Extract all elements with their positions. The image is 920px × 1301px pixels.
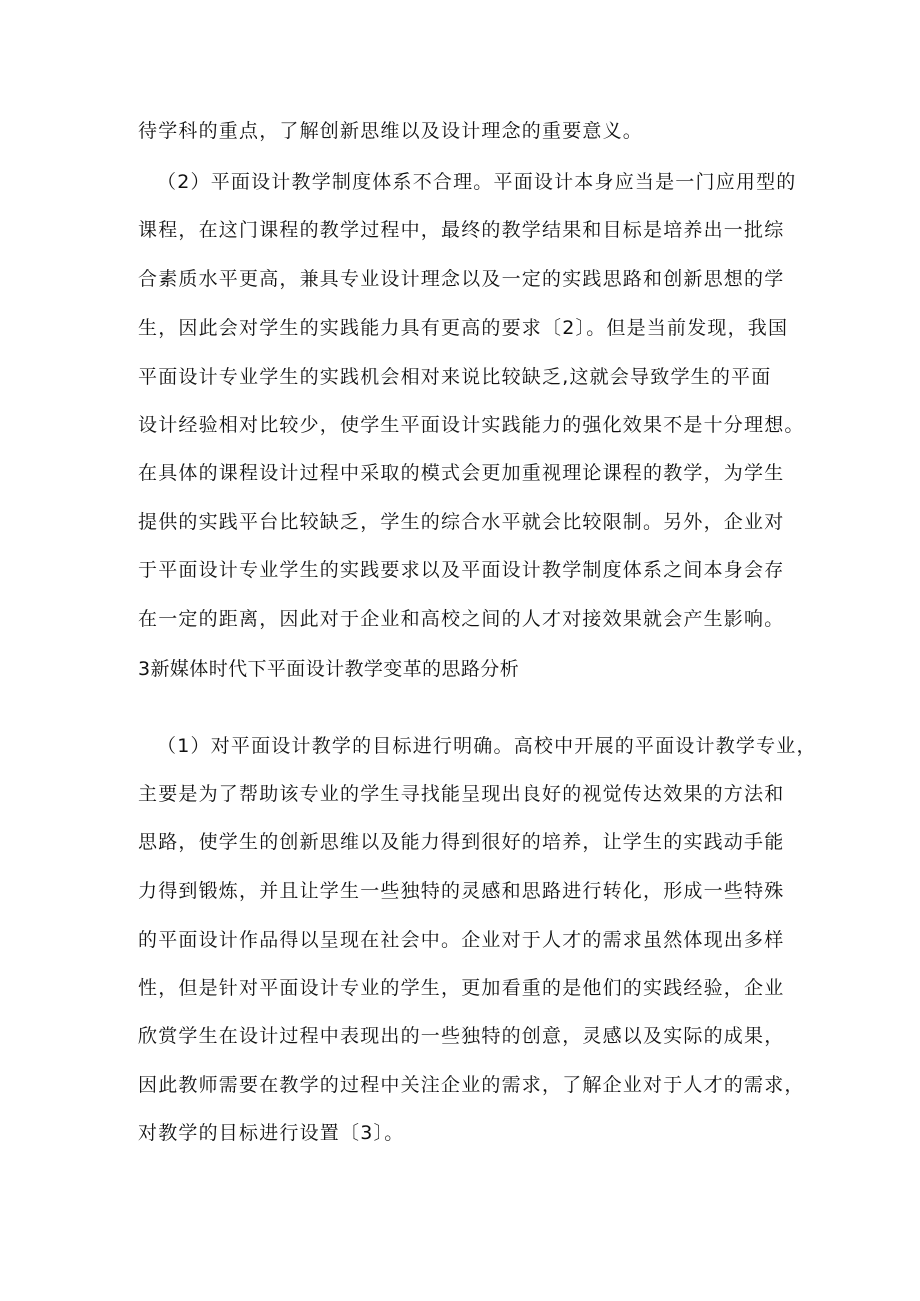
section-heading: 3新媒体时代下平面设计教学变革的思路分析 <box>138 658 520 680</box>
text-line: 力得到锻炼，并且让学生一些独特的灵感和思路进行转化，形成一些特殊 <box>138 880 785 902</box>
text-line: 于平面设计专业学生的实践要求以及平面设计教学制度体系之间本身会存 <box>138 559 785 581</box>
text-line: 设计经验相对比较少，使学生平面设计实践能力的强化效果不是十分理想。 <box>138 414 805 436</box>
text-line: （1）对平面设计教学的目标进行明确。高校中开展的平面设计教学专业， <box>157 735 817 757</box>
text-line: 欣赏学生在设计过程中表现出的一些独特的创意，灵感以及实际的成果， <box>138 1025 785 1047</box>
text-line: 课程，在这门课程的教学过程中，最终的教学结果和目标是培养出一批综 <box>138 219 785 241</box>
text-line: 的平面设计作品得以呈现在社会中。企业对于人才的需求虽然体现出多样 <box>138 929 785 951</box>
text-line: 生，因此会对学生的实践能力具有更高的要求〔2〕。但是当前发现，我国 <box>138 317 789 339</box>
text-line: （2）平面设计教学制度体系不合理。平面设计本身应当是一门应用型的 <box>157 171 797 193</box>
text-line: 因此教师需要在教学的过程中关注企业的需求，了解企业对于人才的需求， <box>138 1074 805 1096</box>
text-line: 在具体的课程设计过程中采取的模式会更加重视理论课程的教学，为学生 <box>138 462 785 484</box>
text-line: 提供的实践平台比较缺乏，学生的综合水平就会比较限制。另外，企业对 <box>138 511 785 533</box>
text-line: 合素质水平更高，兼具专业设计理念以及一定的实践思路和创新思想的学 <box>138 268 785 290</box>
text-line: 性，但是针对平面设计专业的学生，更加看重的是他们的实践经验，企业 <box>138 977 785 999</box>
text-line: 待学科的重点，了解创新思维以及设计理念的重要意义。 <box>138 120 644 142</box>
text-line: 思路，使学生的创新思维以及能力得到很好的培养，让学生的实践动手能 <box>138 831 785 853</box>
text-line: 在一定的距离，因此对于企业和高校之间的人才对接效果就会产生影响。 <box>138 608 785 630</box>
text-line: 主要是为了帮助该专业的学生寻找能呈现出良好的视觉传达效果的方法和 <box>138 783 785 805</box>
text-line: 对教学的目标进行设置〔3〕。 <box>138 1122 405 1144</box>
text-line: 平面设计专业学生的实践机会相对来说比较缺乏,这就会导致学生的平面 <box>138 366 772 388</box>
